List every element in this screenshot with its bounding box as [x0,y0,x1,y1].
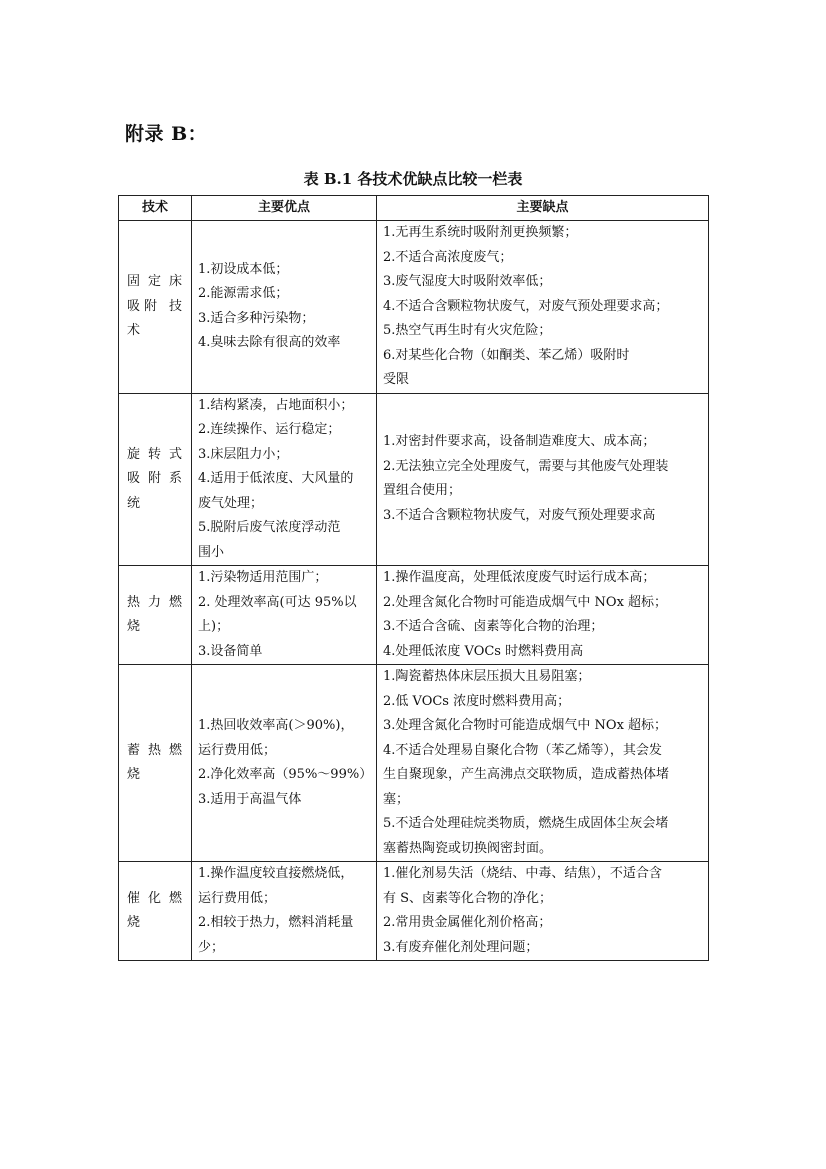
advantage-item: 围小 [198,544,225,560]
disadvantage-item: 塞蓄热陶瓷或切换阀密封面。 [383,840,553,856]
advantage-item: 4.臭味去除有很高的效率 [198,335,341,351]
technology-text: 吸附 技 [127,298,183,314]
disadvantage-item: 受限 [383,372,410,387]
disadvantages-cell [377,221,709,394]
disadvantage-item: 有 S、卤素等化合物的净化； [383,890,553,906]
advantage-item: 1.初设成本低； [198,261,289,277]
advantage-item: 废气处理； [198,495,264,511]
disadvantage-item: 1.催化剂易失活（烧结、中毒、结焦），不适合含 [383,866,662,881]
technology-cell [119,862,192,961]
technology-text: 旋 转 式 [127,446,183,462]
technology-text: 烧 [127,619,142,634]
technology-text: 统 [127,495,142,511]
technology-text: 烧 [127,767,142,782]
advantage-item: 3.设备简单 [198,643,263,659]
disadvantage-item: 2.常用贵金属催化剂价格高； [383,915,552,930]
table-row [119,862,709,961]
advantage-item: 3.适用于高温气体 [198,791,302,807]
disadvantages-cell [377,566,709,665]
disadvantage-item: 1.操作温度高，处理低浓度废气时运行成本高； [383,570,656,585]
disadvantage-item: 1.陶瓷蓄热体床层压损大且易阻塞； [383,669,591,684]
advantages-cell [192,665,377,862]
disadvantage-item: 生自聚现象，产生高沸点交联物质，造成蓄热体堵 [383,767,670,782]
disadvantage-item: 5.热空气再生时有火灾危险； [383,323,552,338]
header-advantages: 主要优点 [192,196,377,221]
technology-cell [119,665,192,862]
advantage-item: 2.相较于热力，燃料消耗量 [198,915,354,930]
advantage-item: 1.操作温度较直接燃烧低， [198,866,354,881]
disadvantage-item: 1.无再生系统时吸附剂更换频繁； [383,225,578,240]
disadvantage-item: 4.处理低浓度 VOCs 时燃料费用高 [383,643,584,659]
advantages-cell [192,566,377,665]
table-row [119,393,709,566]
advantage-item: 2.净化效率高（95%～99%） [198,767,373,782]
disadvantage-item: 置组合使用； [383,483,462,499]
disadvantage-item: 5.不适合处理硅烷类物质，燃烧生成固体尘灰会堵 [383,816,669,831]
disadvantage-item: 6.对某些化合物（如酮类、苯乙烯）吸附时 [383,347,630,363]
appendix-heading: 附录 B： [125,123,208,145]
disadvantage-item: 塞； [383,791,410,807]
advantage-item: 2.连续操作、运行稳定； [198,422,341,437]
technology-text: 蓄 热 燃 [127,742,183,758]
header-disadvantages: 主要缺点 [377,196,709,221]
table-row [119,221,709,394]
disadvantage-item: 2.不适合高浓度废气； [383,249,513,265]
table-caption: 表 B.1 各技术优缺点比较一栏表 [303,170,523,188]
advantage-item: 3.适合多种污染物； [198,310,315,326]
advantage-item: 4.适用于低浓度、大风量的 [198,471,354,486]
technology-cell [119,221,192,394]
technology-text: 固 定 床 [127,274,183,289]
advantage-item: 2.能源需求低； [198,286,289,302]
technology-text: 吸 附 系 [127,471,183,486]
advantage-item: 1.热回收效率高(＞90%)， [198,718,354,733]
advantage-item: 5.脱附后废气浓度浮动范 [198,520,341,535]
table-row [119,665,709,862]
disadvantage-item: 3.不适合含硫、卤素等化合物的治理； [383,619,604,634]
disadvantages-cell [377,862,709,961]
advantage-item: 运行费用低； [198,742,277,758]
disadvantage-item: 4.不适合处理易自聚化合物（苯乙烯等），其会发 [383,742,662,758]
advantage-item: 3.床层阻力小； [198,446,289,462]
technology-text: 术 [127,323,142,338]
technology-text: 烧 [127,915,142,930]
advantages-cell [192,393,377,566]
disadvantage-item: 3.不适合含颗粒物状废气，对废气预处理要求高 [383,507,656,523]
disadvantage-item: 2.无法独立完全处理废气，需要与其他废气处理装 [383,458,669,474]
table-row [119,566,709,665]
disadvantage-item: 1.对密封件要求高，设备制造难度大、成本高； [383,434,656,450]
advantage-item: 2. 处理效率高(可达 95%以 [198,594,357,610]
technology-cell [119,393,192,566]
disadvantages-cell [377,665,709,862]
table-header-row [119,196,709,221]
disadvantage-item: 2.低 VOCs 浓度时燃料费用高； [383,693,571,709]
technology-text: 催 化 燃 [127,890,183,906]
disadvantages-cell [377,393,709,566]
advantage-item: 1.结构紧凑，占地面积小； [198,397,354,413]
disadvantage-item: 3.处理含氮化合物时可能造成烟气中 NOx 超标； [383,718,668,733]
advantage-item: 少； [198,939,225,955]
disadvantage-item: 2.处理含氮化合物时可能造成烟气中 NOx 超标； [383,594,668,610]
disadvantage-item: 3.废气湿度大时吸附效率低； [383,274,552,289]
technology-cell [119,566,192,665]
advantage-item: 1.污染物适用范围广； [198,570,328,585]
disadvantage-item: 3.有废弃催化剂处理问题； [383,939,539,955]
disadvantage-item: 4.不适合含颗粒物状废气，对废气预处理要求高； [383,298,669,314]
advantages-cell [192,221,377,394]
header-technology: 技术 [119,196,192,221]
advantages-cell [192,862,377,961]
advantage-item: 运行费用低； [198,890,277,906]
advantage-item: 上)； [198,619,230,634]
technology-text: 热 力 燃 [127,594,183,610]
comparison-table [118,195,709,961]
